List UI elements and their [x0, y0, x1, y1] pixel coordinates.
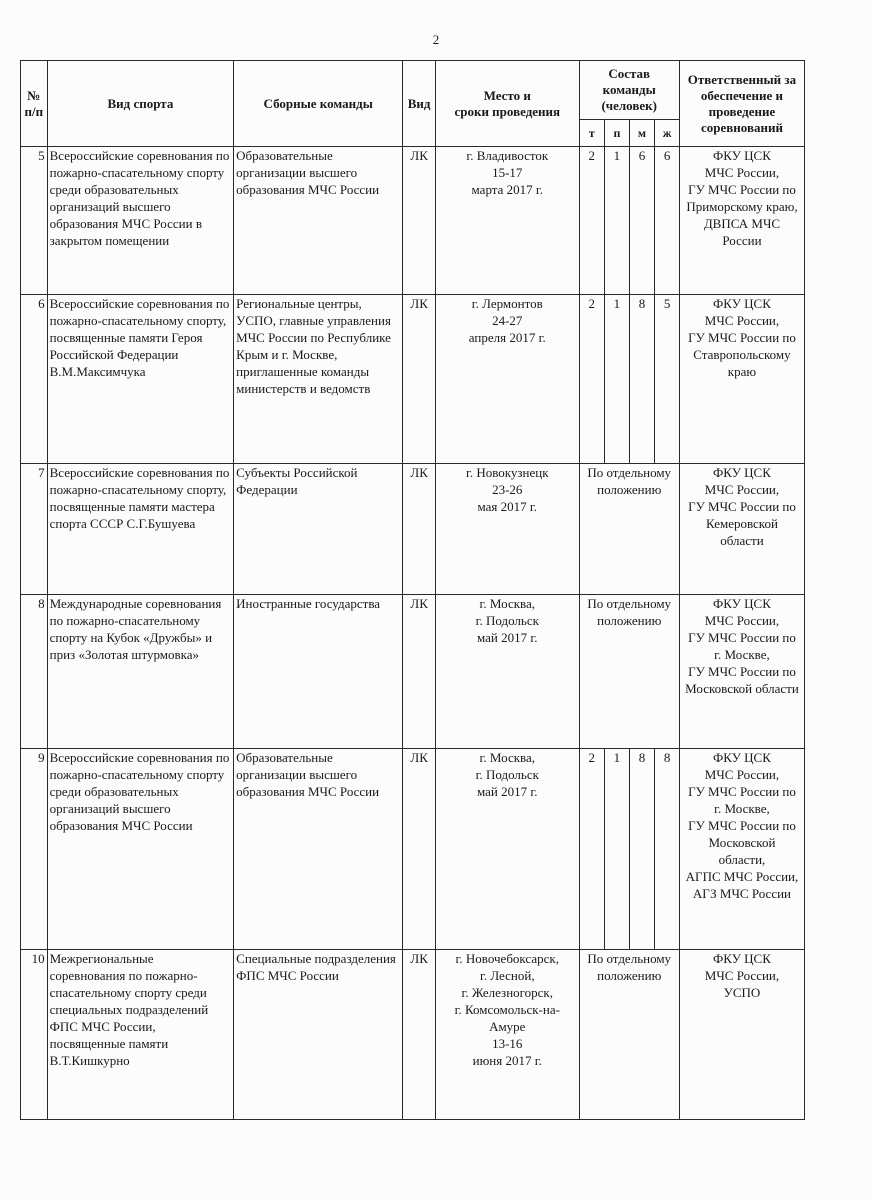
teams: Образовательные организации высшего образования МЧС России: [234, 147, 403, 295]
header-sub-m: м: [629, 120, 655, 147]
header-sub-zh: ж: [655, 120, 680, 147]
sport-name: Всероссийские соревнования по пожарно-спасательному спорту среди образовательных организаций высшего образования МЧС России: [47, 749, 234, 950]
table-row: [21, 464, 805, 595]
count-zh: 8: [655, 749, 680, 950]
type: ЛК: [403, 595, 436, 749]
header-teams: Сборные команды: [234, 61, 403, 147]
count-m: 6: [629, 147, 655, 295]
type: ЛК: [403, 295, 436, 464]
type: ЛК: [403, 749, 436, 950]
count-t: 2: [579, 147, 605, 295]
page-number: 2: [432, 32, 440, 47]
count-p: 1: [605, 295, 630, 464]
place-dates: г. Москва, г. Подольск май 2017 г.: [436, 749, 579, 950]
row-number: 7: [21, 464, 48, 595]
type: ЛК: [403, 464, 436, 595]
table-row: [21, 147, 805, 295]
teams: Образовательные организации высшего образования МЧС России: [234, 749, 403, 950]
table-row: [21, 295, 805, 464]
header-responsible: Ответственный за обеспечение и проведение соревнований: [679, 61, 804, 147]
count-m: 8: [629, 295, 655, 464]
place-dates: г. Москва, г. Подольск май 2017 г.: [436, 595, 579, 749]
responsible: ФКУ ЦСК МЧС России, ГУ МЧС России по Ставропольскому краю: [679, 295, 804, 464]
sport-name: Всероссийские соревнования по пожарно-спасательному спорту, посвященные памяти Героя Российской Федерации В.М.Максимчука: [47, 295, 234, 464]
composition-note: По отдельному положению: [579, 950, 679, 1120]
count-zh: 6: [655, 147, 680, 295]
sport-name: Межрегиональные соревнования по пожарно-спасательному спорту среди специальных подразделений ФПС МЧС России, посвященные памяти В.Т.Кишкурно: [47, 950, 234, 1120]
header-row: [21, 61, 805, 120]
responsible: ФКУ ЦСК МЧС России, УСПО: [679, 950, 804, 1120]
count-p: 1: [605, 749, 630, 950]
table-row: [21, 749, 805, 950]
place-dates: г. Лермонтов 24-27 апреля 2017 г.: [436, 295, 579, 464]
header-sub-t: т: [579, 120, 605, 147]
competition-schedule-table: [20, 60, 805, 1120]
responsible: ФКУ ЦСК МЧС России, ГУ МЧС России по г. Москве, ГУ МЧС России по Московской области, АГПС МЧС России, АГЗ МЧС России: [679, 749, 804, 950]
count-zh: 5: [655, 295, 680, 464]
place-dates: г. Владивосток 15-17 марта 2017 г.: [436, 147, 579, 295]
type: ЛК: [403, 950, 436, 1120]
row-number: 6: [21, 295, 48, 464]
table-row: [21, 595, 805, 749]
header-sport: Вид спорта: [47, 61, 234, 147]
table-row: [21, 950, 805, 1120]
composition-note: По отдельному положению: [579, 595, 679, 749]
responsible: ФКУ ЦСК МЧС России, ГУ МЧС России по г. Москве, ГУ МЧС России по Московской области: [679, 595, 804, 749]
responsible: ФКУ ЦСК МЧС России, ГУ МЧС России по Приморскому краю, ДВПСА МЧС России: [679, 147, 804, 295]
header-num: № п/п: [21, 61, 48, 147]
responsible: ФКУ ЦСК МЧС России, ГУ МЧС России по Кемеровской области: [679, 464, 804, 595]
place-dates: г. Новокузнецк 23-26 мая 2017 г.: [436, 464, 579, 595]
row-number: 9: [21, 749, 48, 950]
header-place: Место и сроки проведения: [436, 61, 579, 147]
count-p: 1: [605, 147, 630, 295]
teams: Специальные подразделения ФПС МЧС России: [234, 950, 403, 1120]
teams: Субъекты Российской Федерации: [234, 464, 403, 595]
count-m: 8: [629, 749, 655, 950]
header-type: Вид: [403, 61, 436, 147]
sport-name: Всероссийские соревнования по пожарно-спасательному спорту, посвященные памяти мастера спорта СССР С.Г.Бушуева: [47, 464, 234, 595]
composition-note: По отдельному положению: [579, 464, 679, 595]
count-t: 2: [579, 749, 605, 950]
row-number: 5: [21, 147, 48, 295]
count-t: 2: [579, 295, 605, 464]
sport-name: Всероссийские соревнования по пожарно-спасательному спорту среди образовательных организаций высшего образования МЧС России в закрытом помещении: [47, 147, 234, 295]
teams: Иностранные государства: [234, 595, 403, 749]
sport-name: Международные соревнования по пожарно-спасательному спорту на Кубок «Дружбы» и приз «Золотая штурмовка»: [47, 595, 234, 749]
row-number: 8: [21, 595, 48, 749]
type: ЛК: [403, 147, 436, 295]
row-number: 10: [21, 950, 48, 1120]
header-sub-p: п: [605, 120, 630, 147]
teams: Региональные центры, УСПО, главные управления МЧС России по Республике Крым и г. Москве, приглашенные команды министерств и ведомств: [234, 295, 403, 464]
place-dates: г. Новочебоксарск, г. Лесной, г. Железногорск, г. Комсомольск-на- Амуре 13-16 июня 2017 г.: [436, 950, 579, 1120]
header-composition: Состав команды (человек): [579, 61, 679, 120]
